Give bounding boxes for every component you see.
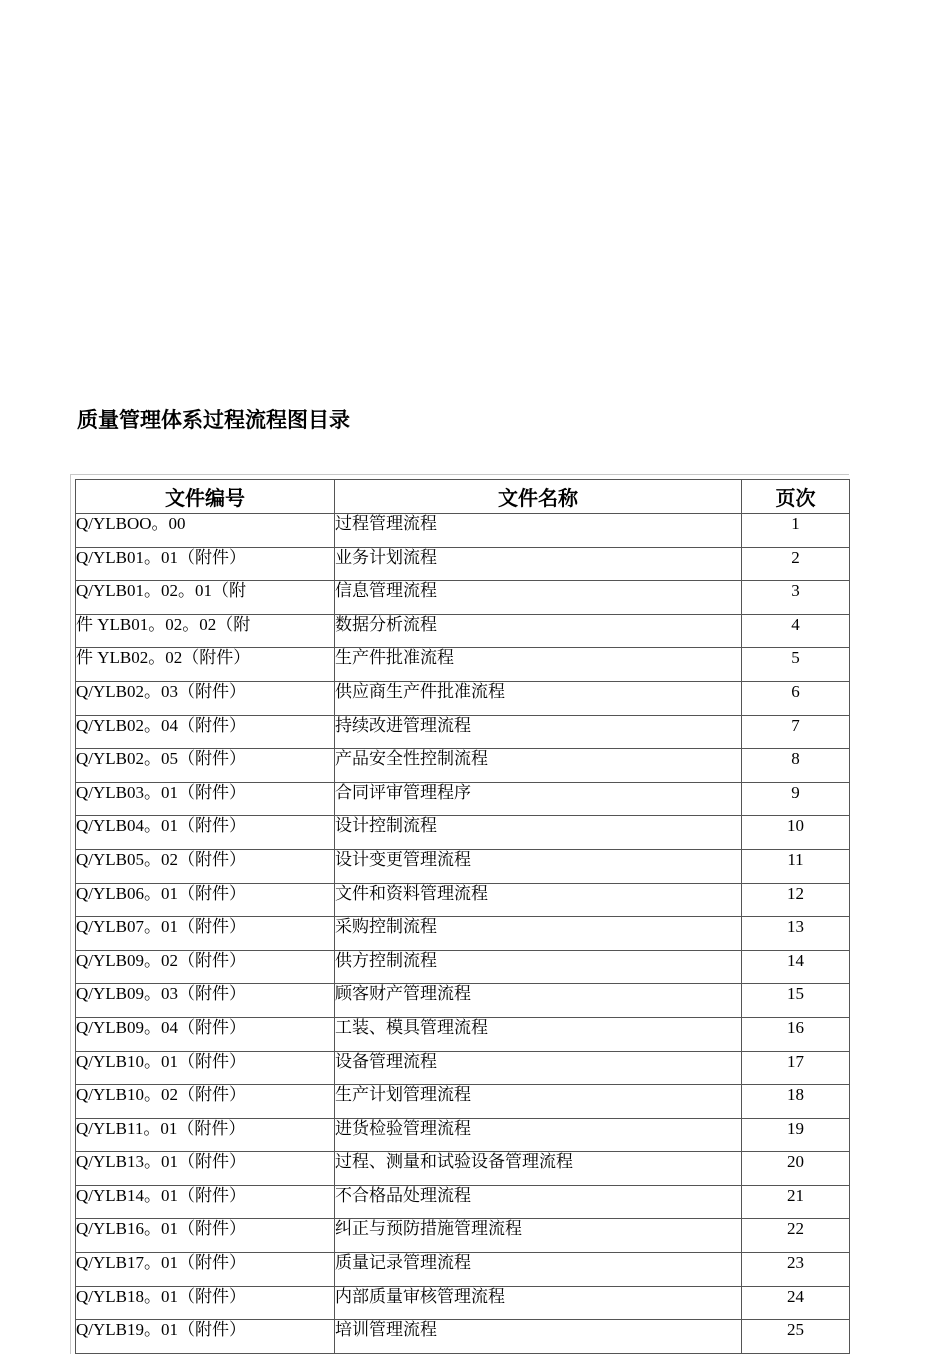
page-number-cell: 3 xyxy=(742,581,850,615)
page-number-cell: 13 xyxy=(742,917,850,951)
page-number-cell: 19 xyxy=(742,1118,850,1152)
page-number-cell: 1 xyxy=(742,514,850,548)
table-row xyxy=(76,917,850,951)
table-row xyxy=(76,782,850,816)
page-number-cell: 17 xyxy=(742,1051,850,1085)
file-code-cell: Q/YLB07。01（附件） xyxy=(76,917,335,951)
file-code-cell: Q/YLB04。01（附件） xyxy=(76,816,335,850)
file-name-cell: 内部质量审核管理流程 xyxy=(335,1286,742,1320)
table-row xyxy=(76,1152,850,1186)
file-code-cell: Q/YLB11。01（附件） xyxy=(76,1118,335,1152)
page-number-cell: 8 xyxy=(742,749,850,783)
file-code-cell: Q/YLB19。01（附件） xyxy=(76,1320,335,1354)
page-number-cell: 22 xyxy=(742,1219,850,1253)
file-name-cell: 供应商生产件批准流程 xyxy=(335,681,742,715)
table-row xyxy=(76,581,850,615)
page-number-cell: 23 xyxy=(742,1253,850,1287)
file-code-cell: Q/YLB09。04（附件） xyxy=(76,1017,335,1051)
file-name-cell: 过程、测量和试验设备管理流程 xyxy=(335,1152,742,1186)
table-row xyxy=(76,614,850,648)
table-row xyxy=(76,715,850,749)
file-code-cell: Q/YLB16。01（附件） xyxy=(76,1219,335,1253)
page-number-cell: 15 xyxy=(742,984,850,1018)
file-name-cell: 顾客财产管理流程 xyxy=(335,984,742,1018)
file-code-cell: 件 YLB02。02（附件） xyxy=(76,648,335,682)
page-number-cell: 4 xyxy=(742,614,850,648)
table-row xyxy=(76,1085,850,1119)
file-name-cell: 供方控制流程 xyxy=(335,950,742,984)
table-row xyxy=(76,849,850,883)
file-code-cell: Q/YLB02。03（附件） xyxy=(76,681,335,715)
file-name-cell: 过程管理流程 xyxy=(335,514,742,548)
table-row xyxy=(76,547,850,581)
file-code-cell: Q/YLB10。01（附件） xyxy=(76,1051,335,1085)
page-number-cell: 9 xyxy=(742,782,850,816)
page-number-cell: 7 xyxy=(742,715,850,749)
table-row xyxy=(76,1320,850,1354)
table-header-row xyxy=(76,480,850,514)
table-row xyxy=(76,514,850,548)
table-row xyxy=(76,950,850,984)
file-code-cell: 件 YLB01。02。02（附 xyxy=(76,614,335,648)
table-row xyxy=(76,648,850,682)
table-row xyxy=(76,1051,850,1085)
page-number-cell: 14 xyxy=(742,950,850,984)
file-name-cell: 设计变更管理流程 xyxy=(335,849,742,883)
file-name-cell: 业务计划流程 xyxy=(335,547,742,581)
page-number-cell: 2 xyxy=(742,547,850,581)
file-code-cell: Q/YLB09。03（附件） xyxy=(76,984,335,1018)
page-number-cell: 12 xyxy=(742,883,850,917)
table-row xyxy=(76,1185,850,1219)
file-code-cell: Q/YLB18。01（附件） xyxy=(76,1286,335,1320)
page-title: 质量管理体系过程流程图目录 xyxy=(77,408,350,432)
file-code-cell: Q/YLB05。02（附件） xyxy=(76,849,335,883)
page-number-cell: 21 xyxy=(742,1185,850,1219)
table-row xyxy=(76,816,850,850)
file-name-cell: 持续改进管理流程 xyxy=(335,715,742,749)
toc-table xyxy=(75,479,850,1354)
table-row xyxy=(76,1118,850,1152)
page-number-cell: 24 xyxy=(742,1286,850,1320)
file-code-cell: Q/YLB14。01（附件） xyxy=(76,1185,335,1219)
file-code-cell: Q/YLB17。01（附件） xyxy=(76,1253,335,1287)
table-row xyxy=(76,1253,850,1287)
file-name-cell: 产品安全性控制流程 xyxy=(335,749,742,783)
file-code-cell: Q/YLB10。02（附件） xyxy=(76,1085,335,1119)
file-name-cell: 数据分析流程 xyxy=(335,614,742,648)
file-name-cell: 信息管理流程 xyxy=(335,581,742,615)
header-page: 页次 xyxy=(742,480,850,514)
table-row xyxy=(76,883,850,917)
file-name-cell: 合同评审管理程序 xyxy=(335,782,742,816)
page-number-cell: 6 xyxy=(742,681,850,715)
table-row xyxy=(76,1286,850,1320)
file-name-cell: 生产件批准流程 xyxy=(335,648,742,682)
header-file-name: 文件名称 xyxy=(335,480,742,514)
page-number-cell: 5 xyxy=(742,648,850,682)
file-code-cell: Q/YLB03。01（附件） xyxy=(76,782,335,816)
header-file-code: 文件编号 xyxy=(76,480,335,514)
file-name-cell: 工装、模具管理流程 xyxy=(335,1017,742,1051)
table-row xyxy=(76,1017,850,1051)
file-code-cell: Q/YLB09。02（附件） xyxy=(76,950,335,984)
file-name-cell: 进货检验管理流程 xyxy=(335,1118,742,1152)
file-code-cell: Q/YLB06。01（附件） xyxy=(76,883,335,917)
file-name-cell: 采购控制流程 xyxy=(335,917,742,951)
page-number-cell: 20 xyxy=(742,1152,850,1186)
table-row xyxy=(76,749,850,783)
file-code-cell: Q/YLB13。01（附件） xyxy=(76,1152,335,1186)
file-name-cell: 生产计划管理流程 xyxy=(335,1085,742,1119)
file-name-cell: 质量记录管理流程 xyxy=(335,1253,742,1287)
file-name-cell: 设计控制流程 xyxy=(335,816,742,850)
file-name-cell: 文件和资料管理流程 xyxy=(335,883,742,917)
table-row xyxy=(76,681,850,715)
table-row xyxy=(76,984,850,1018)
page-number-cell: 25 xyxy=(742,1320,850,1354)
file-code-cell: Q/YLB01。02。01（附 xyxy=(76,581,335,615)
file-code-cell: Q/YLB02。05（附件） xyxy=(76,749,335,783)
page-number-cell: 10 xyxy=(742,816,850,850)
file-code-cell: Q/YLBOO。00 xyxy=(76,514,335,548)
file-name-cell: 设备管理流程 xyxy=(335,1051,742,1085)
table-row xyxy=(76,1219,850,1253)
file-name-cell: 培训管理流程 xyxy=(335,1320,742,1354)
file-name-cell: 不合格品处理流程 xyxy=(335,1185,742,1219)
file-name-cell: 纠正与预防措施管理流程 xyxy=(335,1219,742,1253)
file-code-cell: Q/YLB02。04（附件） xyxy=(76,715,335,749)
page-number-cell: 11 xyxy=(742,849,850,883)
page-number-cell: 16 xyxy=(742,1017,850,1051)
file-code-cell: Q/YLB01。01（附件） xyxy=(76,547,335,581)
page-number-cell: 18 xyxy=(742,1085,850,1119)
